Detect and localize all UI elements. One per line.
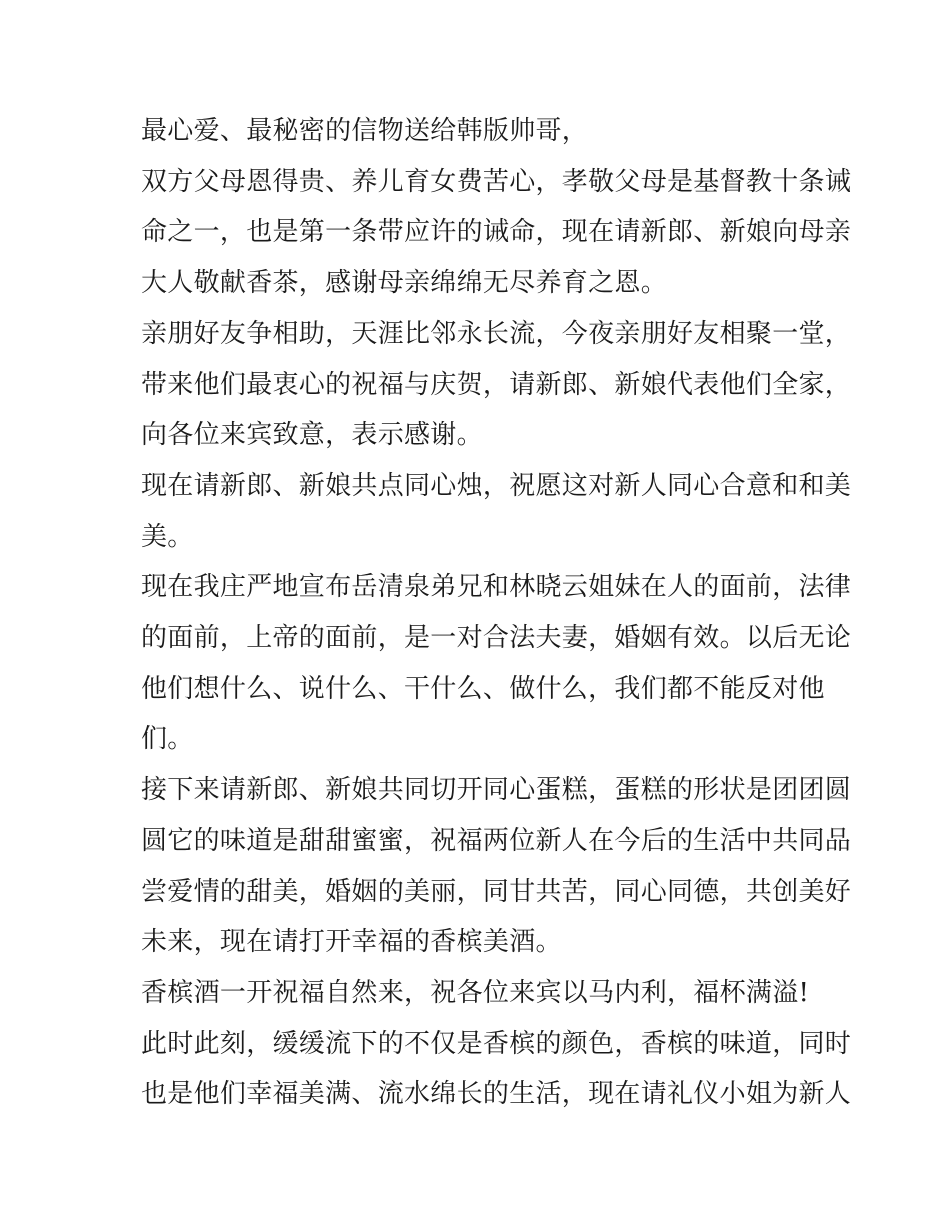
text-line: 们。 [141,724,194,755]
text-line: 香槟酒一开祝福自然来，祝各位来宾以马内利，福杯满溢! [141,977,810,1008]
text-line: 带来他们最衷心的祝福与庆贺，请新郎、新娘代表他们全家， [141,369,852,400]
text-line: 未来，现在请打开幸福的香槟美酒。 [141,927,562,958]
text-line: 大人敬献香茶，感谢母亲绵绵无尽养育之恩。 [141,268,668,299]
text-line: 命之一，也是第一条带应许的诫命，现在请新郎、新娘向母亲 [141,217,852,248]
text-line: 现在请新郎、新娘共点同心烛，祝愿这对新人同心合意和和美 [141,470,852,501]
text-line: 他们想什么、说什么、干什么、做什么，我们都不能反对他 [141,673,825,704]
text-line: 最心爱、最秘密的信物送给韩版帅哥， [141,116,589,146]
text-line: 此时此刻，缓缓流下的不仅是香槟的颜色，香槟的味道，同时 [141,1028,852,1059]
text-line: 圆它的味道是甜甜蜜蜜，祝福两位新人在今后的生活中共同品 [141,825,852,856]
text-line: 尝爱情的甜美，婚姻的美丽，同甘共苦，同心同德，共创美好 [141,876,852,907]
text-line: 现在我庄严地宣布岳清泉弟兄和林晓云姐妹在人的面前，法律 [141,572,852,603]
text-line: 双方父母恩得贵、养儿育女费苦心，孝敬父母是基督教十条诫 [141,166,852,197]
text-line: 亲朋好友争相助，天涯比邻永长流，今夜亲朋好友相聚一堂， [141,318,852,349]
document-body [141,106,852,1120]
text-line: 美。 [141,521,194,552]
text-line: 向各位来宾致意，表示感谢。 [141,420,483,451]
text-line: 也是他们幸福美满、流水绵长的生活，现在请礼仪小姐为新人 [141,1079,852,1110]
text-line: 的面前，上帝的面前，是一对合法夫妻，婚姻有效。以后无论 [141,623,852,654]
text-line: 接下来请新郎、新娘共同切开同心蛋糕，蛋糕的形状是团团圆 [141,775,852,806]
